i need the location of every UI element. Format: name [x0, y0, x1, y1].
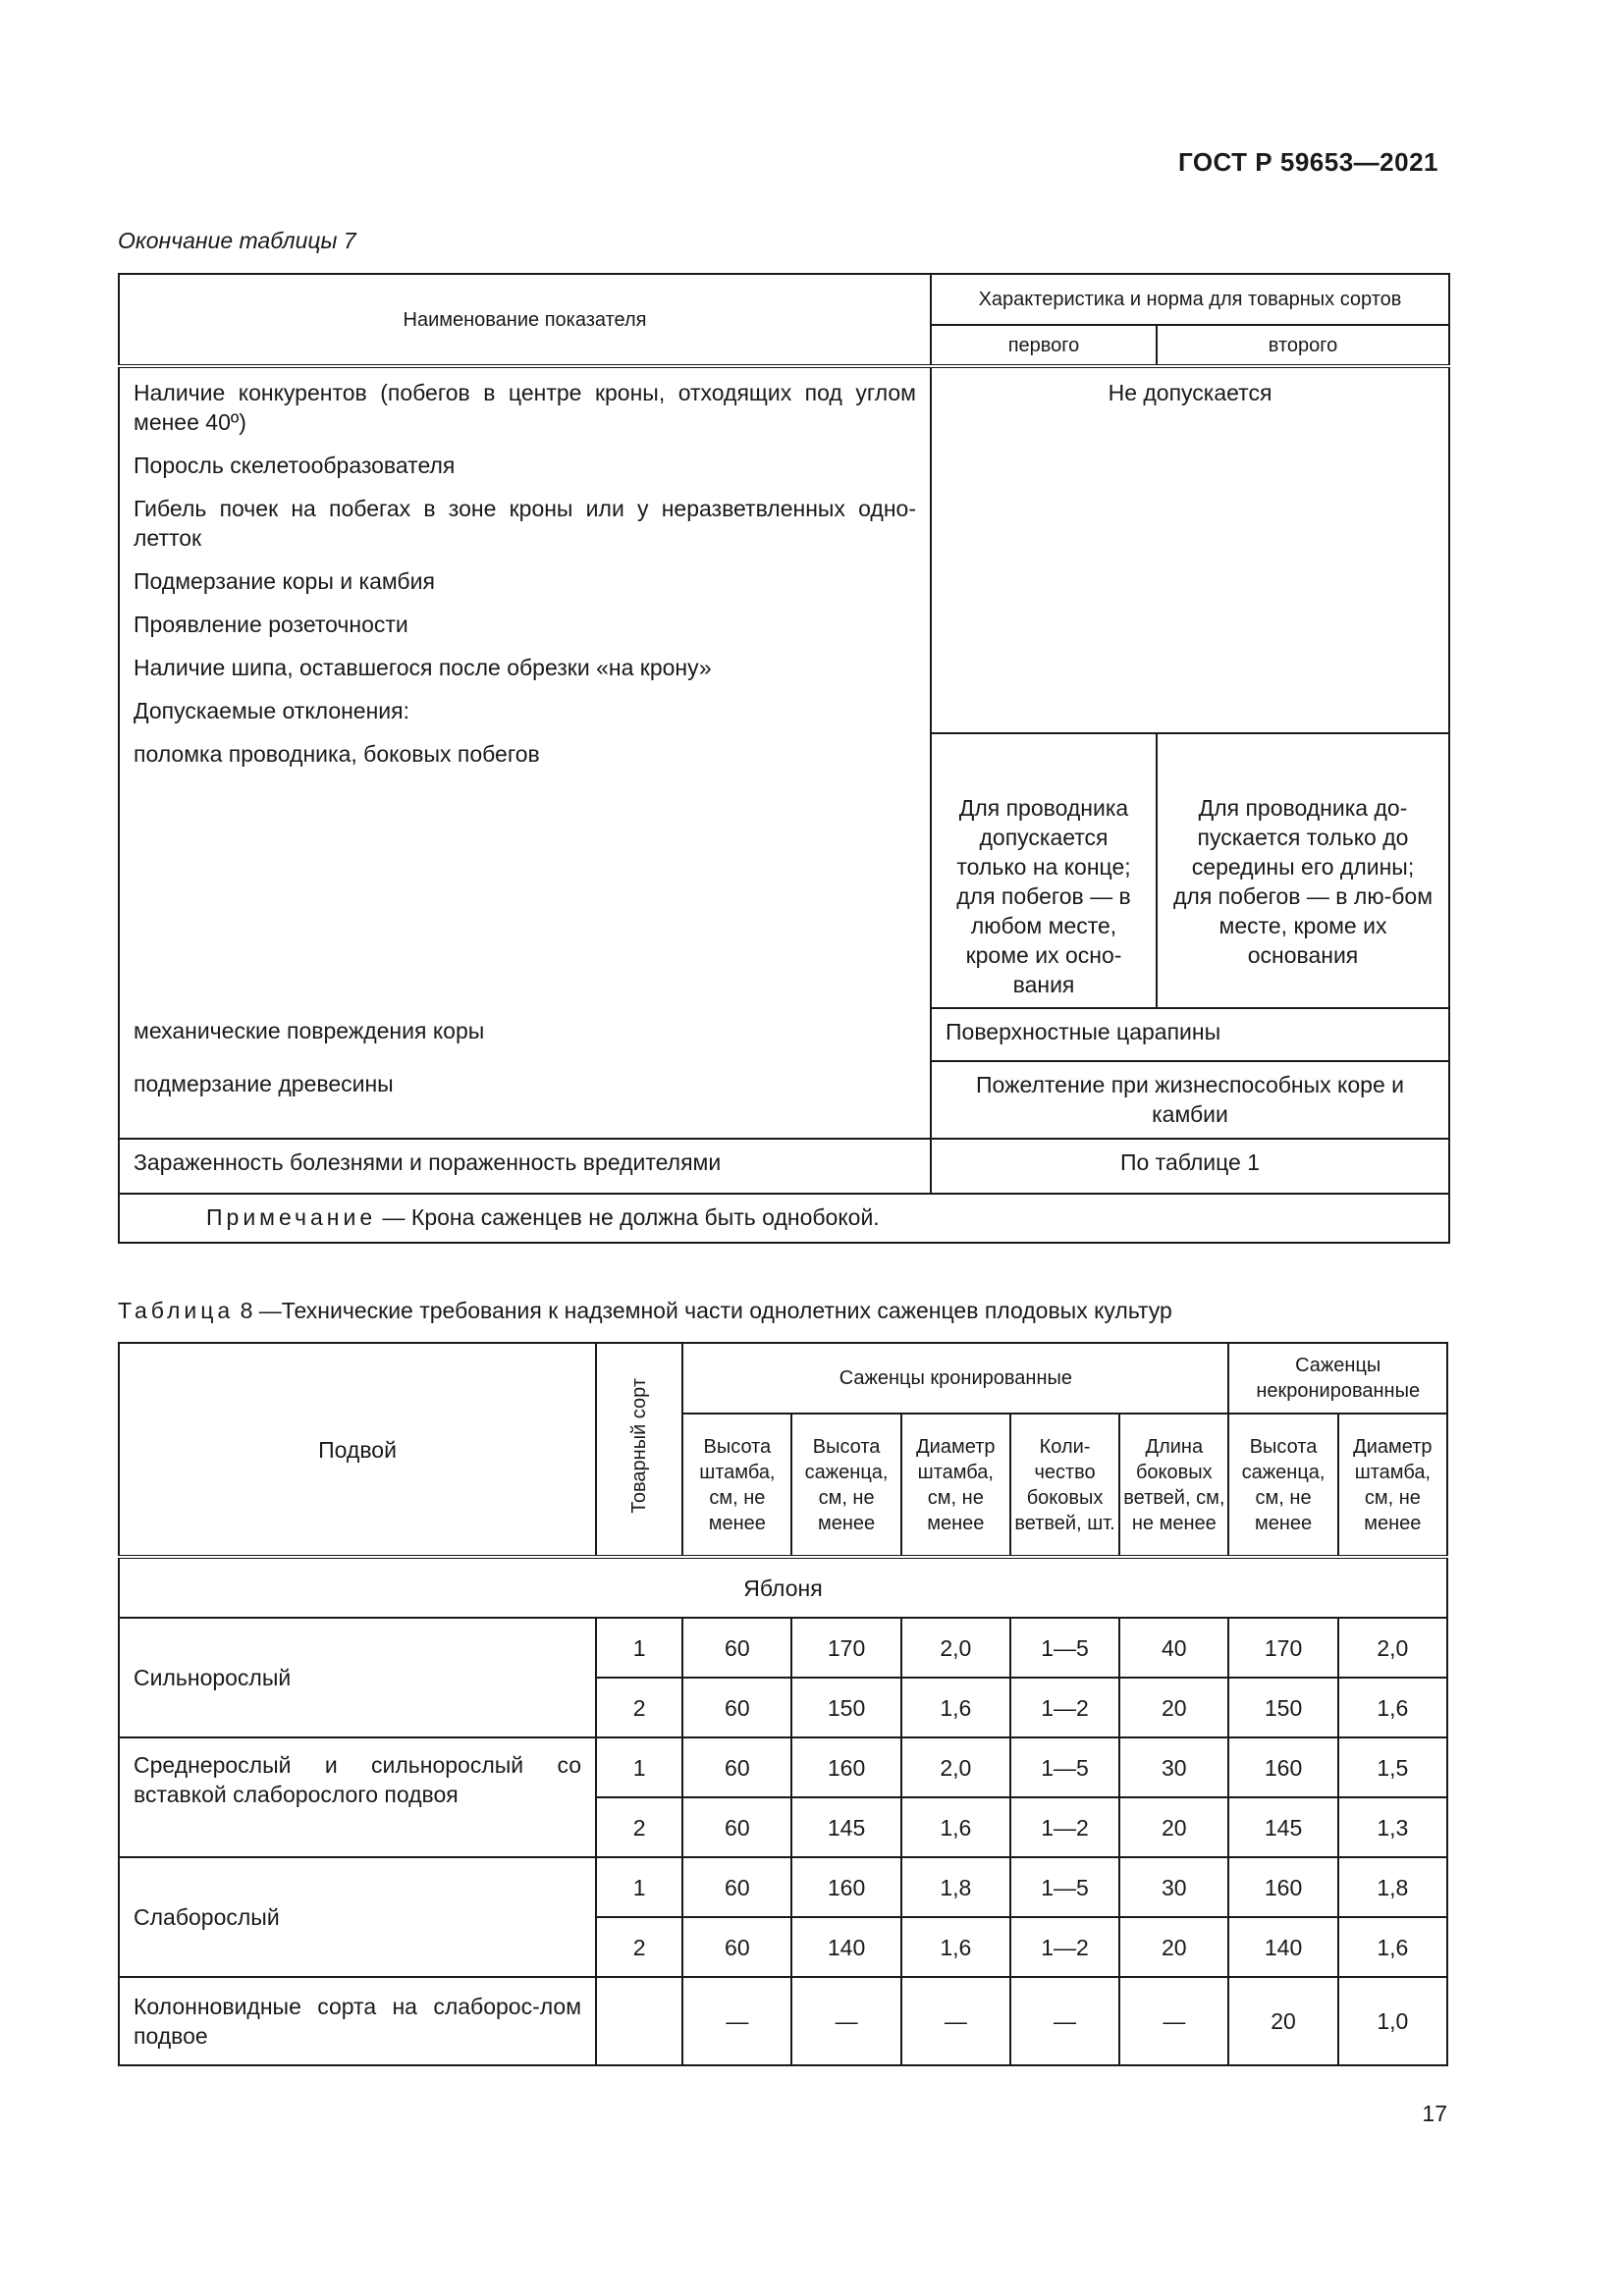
col-header-crowned: Саженцы кронированные: [682, 1343, 1228, 1414]
table-note: [119, 1194, 1449, 1243]
col-header-rootstock: Подвой: [119, 1343, 596, 1557]
indicator-growth: Поросль скелетообразователя: [134, 453, 456, 478]
note-text: — Крона саженцев не должна быть однобокой.: [376, 1204, 880, 1230]
indicator-breakage: поломка проводника, боковых побегов: [134, 741, 540, 767]
cell: 2,0: [901, 1618, 1010, 1678]
subcol-branch-length: Длина боковых ветвей, см, не менее: [1119, 1414, 1228, 1557]
cell: 160: [1228, 1737, 1337, 1797]
cell: —: [682, 1977, 791, 2065]
subcol-uncrowned-diameter: Диаметр штамба, см, не менее: [1338, 1414, 1447, 1557]
cell: 1—5: [1010, 1618, 1119, 1678]
cell: 170: [1228, 1618, 1337, 1678]
table-7: [118, 273, 1450, 1244]
cell: 20: [1119, 1797, 1228, 1857]
cell: 40: [1119, 1618, 1228, 1678]
indicator-bud-death: Гибель почек на побегах в зоне кроны или у неразветвленных одно-летток: [134, 496, 916, 551]
disease-label: Зараженность болезнями и пораженность вредителями: [119, 1139, 931, 1194]
cell: 1,3: [1338, 1797, 1447, 1857]
table-8-caption: [118, 1298, 1172, 1324]
subcol-trunk-height: Высота штамба, см, не менее: [682, 1414, 791, 1557]
cell: 20: [1228, 1977, 1337, 2065]
not-allowed-cell: Не допускается: [931, 366, 1449, 733]
cell: [596, 1977, 682, 2065]
section-apple: Яблоня: [119, 1557, 1447, 1618]
cell: 2: [596, 1797, 682, 1857]
table-row: [119, 1857, 1447, 1917]
cell: 150: [1228, 1678, 1337, 1737]
cell: 60: [682, 1737, 791, 1797]
rootstock-columnar: Колонновидные сорта на слаборос-лом подвое: [119, 1977, 596, 2065]
disease-value: По таблице 1: [931, 1139, 1449, 1194]
rootstock-dwarf: Слаборослый: [119, 1857, 596, 1977]
col-header-indicator: Наименование показателя: [119, 274, 931, 366]
subcol-trunk-diameter: Диаметр штамба, см, не менее: [901, 1414, 1010, 1557]
cell: —: [791, 1977, 900, 2065]
cell: 160: [1228, 1857, 1337, 1917]
cell: 30: [1119, 1737, 1228, 1797]
indicator-thorn: Наличие шипа, оставшегося после обрезки «на крону»: [134, 655, 712, 680]
cell: 1—5: [1010, 1737, 1119, 1797]
cell: 2,0: [901, 1737, 1010, 1797]
cell: 170: [791, 1618, 900, 1678]
cell: 1—5: [1010, 1857, 1119, 1917]
col-header-norm-group: Характеристика и норма для товарных сортов: [931, 274, 1449, 325]
subcol-uncrowned-height: Высота саженца, см, не менее: [1228, 1414, 1337, 1557]
indicator-bark-freezing: Подмерзание коры и камбия: [134, 568, 435, 594]
subcol-branch-count: Коли-чество боковых ветвей, шт.: [1010, 1414, 1119, 1557]
cell: 1,6: [1338, 1917, 1447, 1977]
cell: 145: [1228, 1797, 1337, 1857]
breakage-second-grade: Для проводника до-пускается только до середины его длины; для побегов — в лю-бом месте, кроме их основания: [1157, 733, 1449, 1008]
table-row: [119, 1737, 1447, 1797]
col-header-second-grade: второго: [1157, 325, 1449, 366]
caption-text: 8 —Технические требования к надземной части однолетних саженцев плодовых культур: [234, 1298, 1172, 1323]
subcol-seedling-height: Высота саженца, см, не менее: [791, 1414, 900, 1557]
cell: 1,8: [901, 1857, 1010, 1917]
table-row: [119, 1618, 1447, 1678]
cell: 1: [596, 1737, 682, 1797]
cell: 1,6: [901, 1797, 1010, 1857]
cell: 145: [791, 1797, 900, 1857]
cell: 150: [791, 1678, 900, 1737]
document-header: ГОСТ Р 59653—2021: [1177, 147, 1438, 177]
wood-freezing-label: подмерзание древесины: [119, 1061, 931, 1139]
cell: 140: [1228, 1917, 1337, 1977]
cell: 1,6: [901, 1917, 1010, 1977]
table-8: [118, 1342, 1448, 2066]
cell: 60: [682, 1857, 791, 1917]
col-header-first-grade: первого: [931, 325, 1157, 366]
indicator-list: [119, 366, 931, 1008]
cell: 160: [791, 1737, 900, 1797]
cell: 1: [596, 1618, 682, 1678]
table-continuation-label: Окончание таблицы 7: [118, 228, 356, 253]
cell: 1—2: [1010, 1917, 1119, 1977]
cell: 20: [1119, 1917, 1228, 1977]
cell: —: [1119, 1977, 1228, 2065]
cell: 1,6: [1338, 1678, 1447, 1737]
cell: 1,5: [1338, 1737, 1447, 1797]
rootstock-vigorous: Сильнорослый: [119, 1618, 596, 1737]
cell: 2: [596, 1678, 682, 1737]
cell: 60: [682, 1618, 791, 1678]
indicator-competitors: Наличие конкурентов (побегов в центре кроны, отходящих под углом менее 40º): [134, 380, 916, 435]
cell: 1,6: [901, 1678, 1010, 1737]
breakage-first-grade: Для проводника допускается только на конце; для побегов — в любом месте, кроме их осно-вания: [931, 733, 1157, 1008]
cell: 30: [1119, 1857, 1228, 1917]
cell: 2,0: [1338, 1618, 1447, 1678]
table-row: [119, 1977, 1447, 2065]
cell: 60: [682, 1797, 791, 1857]
cell: 60: [682, 1917, 791, 1977]
cell: 1,0: [1338, 1977, 1447, 2065]
cell: —: [1010, 1977, 1119, 2065]
cell: 1—2: [1010, 1797, 1119, 1857]
col-header-uncrowned: Саженцы некронированные: [1228, 1343, 1447, 1414]
bark-damage-label: механические повреждения коры: [119, 1008, 931, 1061]
indicator-deviations: Допускаемые отклонения:: [134, 698, 409, 723]
note-word: Примечание: [206, 1204, 377, 1230]
indicator-rosette: Проявление розеточности: [134, 612, 408, 637]
rootstock-medium: Среднерослый и сильнорослый со вставкой слаборослого подвоя: [119, 1737, 596, 1857]
cell: 160: [791, 1857, 900, 1917]
bark-damage-value: Поверхностные царапины: [931, 1008, 1449, 1061]
cell: 2: [596, 1917, 682, 1977]
cell: —: [901, 1977, 1010, 2065]
cell: 1,8: [1338, 1857, 1447, 1917]
cell: 1: [596, 1857, 682, 1917]
cell: 60: [682, 1678, 791, 1737]
wood-freezing-value: Пожелтение при жизнеспособных коре и камбии: [931, 1061, 1449, 1139]
col-header-grade: [596, 1343, 682, 1557]
page-number: 17: [1422, 2101, 1447, 2126]
cell: 20: [1119, 1678, 1228, 1737]
grade-header-text: Товарный сорт: [628, 1378, 651, 1514]
cell: 1—2: [1010, 1678, 1119, 1737]
caption-word: Таблица: [118, 1298, 235, 1323]
cell: 140: [791, 1917, 900, 1977]
